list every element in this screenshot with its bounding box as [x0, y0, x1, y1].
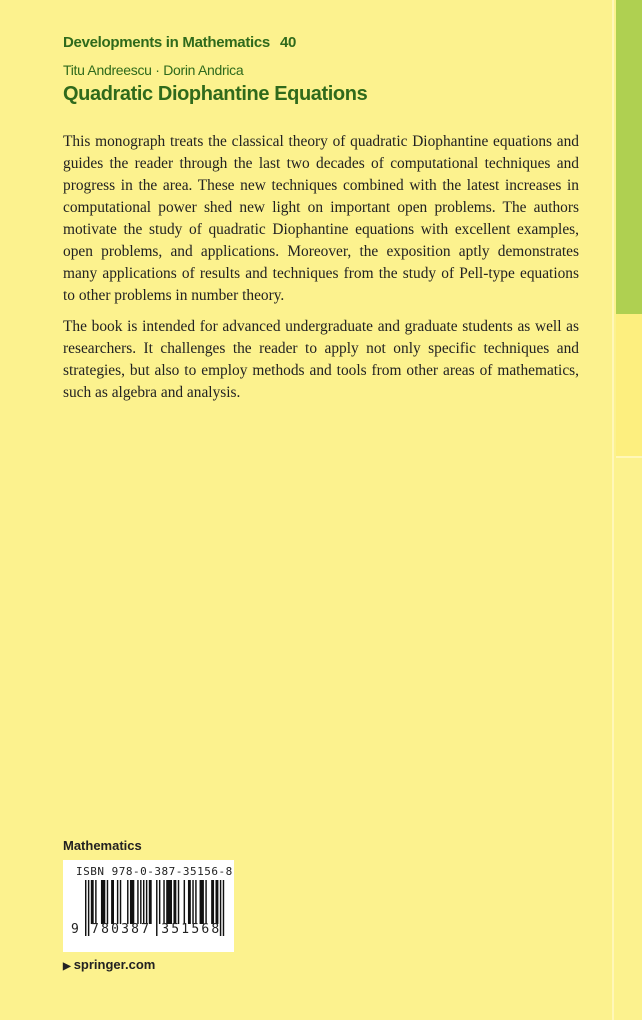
barcode-bar: [178, 880, 179, 924]
barcode-bar: [127, 880, 128, 924]
green-accent-strip: [616, 0, 642, 314]
barcode-bar: [223, 880, 224, 936]
barcode-bar: [91, 880, 94, 924]
barcode-bar: [173, 880, 176, 924]
publisher-link[interactable]: [63, 957, 155, 972]
authors: Titu Andreescu · Dorin Andrica: [63, 62, 244, 78]
isbn-barcode: [63, 860, 234, 952]
book-title: Quadratic Diophantine Equations: [63, 83, 368, 105]
series-name: Developments in Mathematics: [63, 34, 270, 51]
barcode-bar: [195, 880, 196, 924]
barcode-bar: [166, 880, 172, 924]
barcode-bar: [140, 880, 141, 924]
barcode-bar: [205, 880, 206, 924]
barcode-bar: [107, 880, 108, 924]
barcode-bar: [149, 880, 152, 924]
spine-divider: [612, 0, 614, 1020]
barcode-bar: [211, 880, 214, 924]
barcode-bar: [192, 880, 193, 924]
barcode-bar: [163, 880, 164, 924]
barcode-bar: [188, 880, 191, 924]
barcode-bar: [159, 880, 160, 924]
description-paragraph: This monograph treats the classical theory of quadratic Diophantine equations and guides the reader through the last two decades of computational techniques and progress in the area. These new techniques combined with the latest increases in computational power shed new light on important open problems. The authors motivate the study of quadratic Diophantine equations with excellent examples, open problems, and applications. Moreover, the exposition aptly demonstrates many applications of results and techniques from the study of Pell-type equations to other problems in number theory.: [63, 133, 579, 304]
yellow-band: [616, 314, 642, 456]
barcode-bar: [111, 880, 114, 924]
barcode-bar: [216, 880, 219, 924]
description-paragraph: The book is intended for advanced undergraduate and graduate students as well as researchers. It challenges the reader to apply not only specific techniques and strategies, but also to employ methods and tools from other areas of mathematics, such as algebra and analysis.: [63, 318, 579, 401]
barcode-bar: [146, 880, 147, 924]
barcode-bar: [130, 880, 134, 924]
series-volume: 40: [279, 34, 297, 51]
barcode-bar: [184, 880, 185, 924]
barcode-bar: [120, 880, 121, 924]
description: [63, 131, 579, 413]
isbn-label: ISBN 978-0-387-35156-8: [76, 865, 233, 878]
barcode-bar: [200, 880, 204, 924]
barcode-bar: [137, 880, 138, 924]
subject-label: Mathematics: [63, 838, 142, 853]
barcode-bar: [101, 880, 105, 924]
band-separator: [616, 456, 642, 458]
barcode-bar: [95, 880, 96, 924]
barcode-bar: [143, 880, 144, 924]
barcode-digits: 9 780387 351568: [71, 922, 222, 937]
publisher-url: springer.com: [73, 957, 156, 972]
barcode-bar: [117, 880, 118, 924]
series-heading: [63, 34, 296, 51]
triangle-right-icon: ▶: [63, 961, 71, 972]
